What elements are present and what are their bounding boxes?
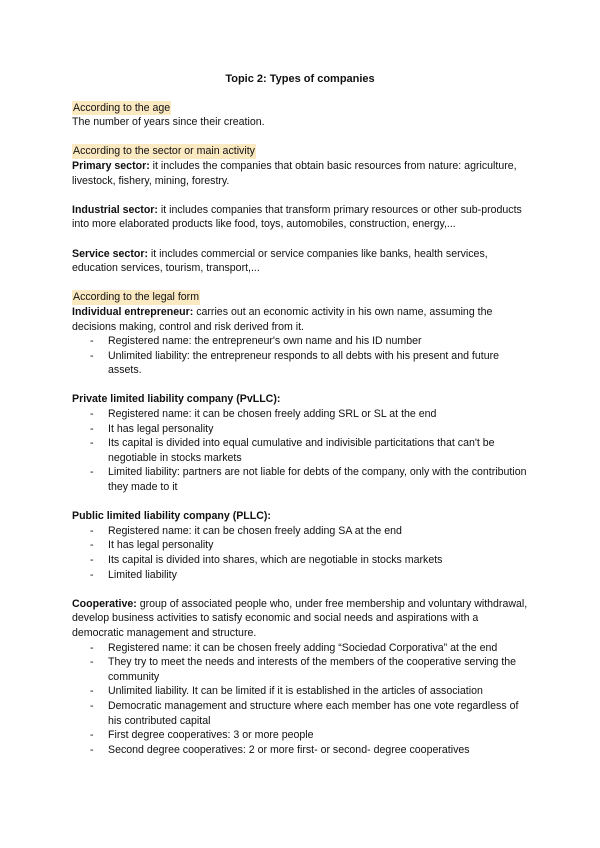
list-item: - Registered name: it can be chosen freely adding “Sociedad Corporativa” at the end xyxy=(72,641,528,656)
section-legal xyxy=(72,290,528,757)
cooperative-paragraph xyxy=(72,597,528,641)
list-item: - Its capital is divided into equal cumulative and indivisible particitations that can't be negotiable in stocks markets xyxy=(72,436,528,465)
pllc-heading: Public limited liability company (PLLC): xyxy=(72,510,271,523)
list-item: - It has legal personality xyxy=(72,422,528,437)
section-sector xyxy=(72,144,528,275)
service-sector-term: Service sector: xyxy=(72,247,148,260)
list-item: - Limited liability: partners are not liable for debts of the company, only with the contribution they made to it xyxy=(72,465,528,494)
primary-sector-term: Primary sector: xyxy=(72,159,150,172)
list-item: - Registered name: it can be chosen freely adding SA at the end xyxy=(72,524,528,539)
list-item: - Unlimited liability: the entrepreneur responds to all debts with his present and future assets. xyxy=(72,349,528,378)
cooperative-list xyxy=(72,641,528,758)
heading-age: According to the age xyxy=(73,101,171,114)
list-item: - Second degree cooperatives: 2 or more first- or second- degree cooperatives xyxy=(72,743,528,758)
service-sector-paragraph xyxy=(72,247,528,276)
primary-sector-text: it includes the companies that obtain basic resources from nature: agriculture, livestock, fishery, mining, forestry. xyxy=(72,159,517,187)
cooperative-text: group of associated people who, under free membership and voluntary withdrawal, develop business activities to satisfy economic and social needs and aspirations with a democratic management and structure. xyxy=(72,597,528,639)
section-age xyxy=(72,101,528,130)
list-item: - Unlimited liability. It can be limited if it is established in the articles of association xyxy=(72,684,528,699)
service-sector-text: it includes commercial or service companies like banks, health services, education services, tourism, transport,... xyxy=(72,247,488,275)
list-item: - Registered name: the entrepreneur's own name and his ID number xyxy=(72,334,528,349)
heading-sector: According to the sector or main activity xyxy=(73,145,255,158)
age-text: The number of years since their creation. xyxy=(72,116,265,129)
list-item: - Limited liability xyxy=(72,568,528,583)
primary-sector-paragraph xyxy=(72,159,528,188)
individual-paragraph xyxy=(72,305,528,334)
list-item: - First degree cooperatives: 3 or more people xyxy=(72,728,528,743)
pvllc-heading: Private limited liability company (PvLLC): xyxy=(72,393,281,406)
pllc-list xyxy=(72,524,528,582)
page-title: Topic 2: Types of companies xyxy=(225,73,375,85)
list-item: - Democratic management and structure where each member has one vote regardless of his contributed capital xyxy=(72,699,528,728)
document-page xyxy=(72,72,528,757)
individual-list xyxy=(72,334,528,378)
list-item: - Registered name: it can be chosen freely adding SRL or SL at the end xyxy=(72,407,528,422)
individual-term: Individual entrepreneur: xyxy=(72,305,194,318)
industrial-sector-paragraph xyxy=(72,203,528,232)
industrial-sector-text: it includes companies that transform primary resources or other sub-products into more elaborated products like food, toys, automobiles, construction, energy,... xyxy=(72,203,522,231)
individual-text: carries out an economic activity in his own name, assuming the decisions making, control and risk derived from it. xyxy=(72,305,493,333)
cooperative-term: Cooperative: xyxy=(72,597,137,610)
list-item: - It has legal personality xyxy=(72,538,528,553)
industrial-sector-term: Industrial sector: xyxy=(72,203,158,216)
pvllc-list xyxy=(72,407,528,495)
list-item: - Its capital is divided into shares, which are negotiable in stocks markets xyxy=(72,553,528,568)
heading-legal: According to the legal form xyxy=(73,291,200,304)
list-item: - They try to meet the needs and interests of the members of the cooperative serving the community xyxy=(72,655,528,684)
